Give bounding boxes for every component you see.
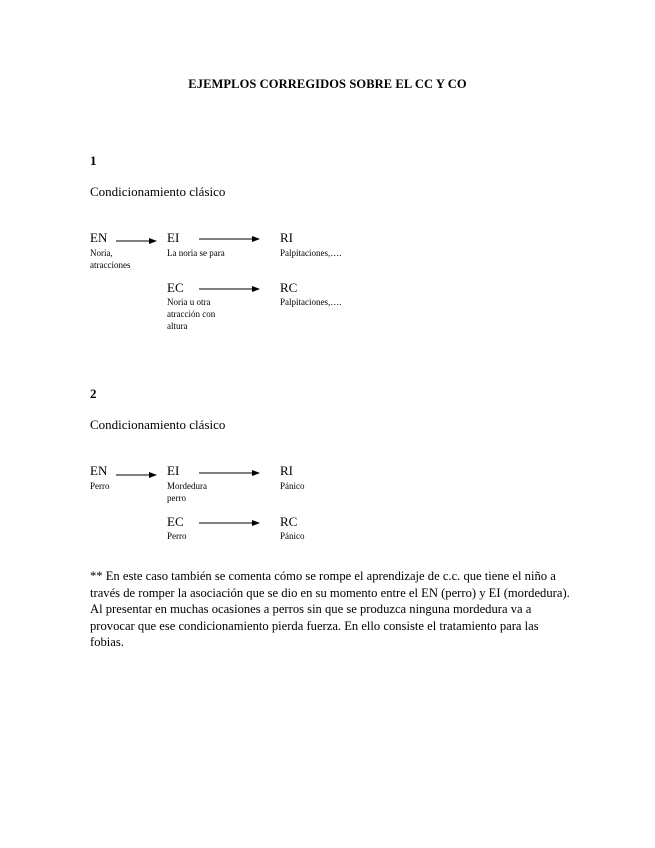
ex1-rc-label: RC xyxy=(280,280,298,295)
ex2-arrow-en-ei xyxy=(116,472,158,478)
ex1-ei-desc: La noria se para xyxy=(167,248,225,258)
ex2-ei-label: EI xyxy=(167,463,180,478)
example-2-subtitle: Condicionamiento clásico xyxy=(90,417,226,432)
example-1-subtitle: Condicionamiento clásico xyxy=(90,184,226,199)
ex2-en-desc: Perro xyxy=(90,481,110,491)
ex2-ei-desc: Mordedura perro xyxy=(167,481,207,503)
example-1-number: 1 xyxy=(90,153,97,168)
ex1-ri-desc: Palpitaciones,…. xyxy=(280,248,342,258)
ex2-rc-label: RC xyxy=(280,514,298,529)
ex1-rc-desc: Palpitaciones,…. xyxy=(280,297,342,307)
ex1-ec-desc: Noria u otra atracción con altura xyxy=(167,297,216,331)
ex2-ec-label: EC xyxy=(167,514,184,529)
ex2-en-label: EN xyxy=(90,463,108,478)
ex2-ec-desc: Perro xyxy=(167,531,187,541)
ex2-arrow-ei-ri xyxy=(199,470,261,476)
ex1-arrow-en-ei xyxy=(116,238,158,244)
ex2-ri-desc: Pánico xyxy=(280,481,305,491)
ex1-arrow-ec-rc xyxy=(199,286,261,292)
ex2-arrow-ec-rc xyxy=(199,520,261,526)
ex2-rc-desc: Pánico xyxy=(280,531,305,541)
page-title: EJEMPLOS CORREGIDOS SOBRE EL CC Y CO xyxy=(188,77,467,91)
ex1-ri-label: RI xyxy=(280,230,293,245)
ex1-ec-label: EC xyxy=(167,280,184,295)
ex1-en-label: EN xyxy=(90,230,108,245)
ex1-en-desc: Noria, atracciones xyxy=(90,248,131,270)
ex1-arrow-ei-ri xyxy=(199,236,261,242)
ex2-ri-label: RI xyxy=(280,463,293,478)
example-2-number: 2 xyxy=(90,386,97,401)
explanatory-note: ** En este caso también se comenta cómo se rompe el aprendizaje de c.c. que tiene el niño a través de romper la asociación que se dio en su momento entre el EN (perro) y EI (mordedura). Al presentar en muchas ocasiones a perros sin que se produzca ninguna mordedura va a provocar que ese condicionamiento pierda fuerza. En ello consiste el tratamiento para las fobias. xyxy=(90,569,570,649)
ex1-ei-label: EI xyxy=(167,230,180,245)
